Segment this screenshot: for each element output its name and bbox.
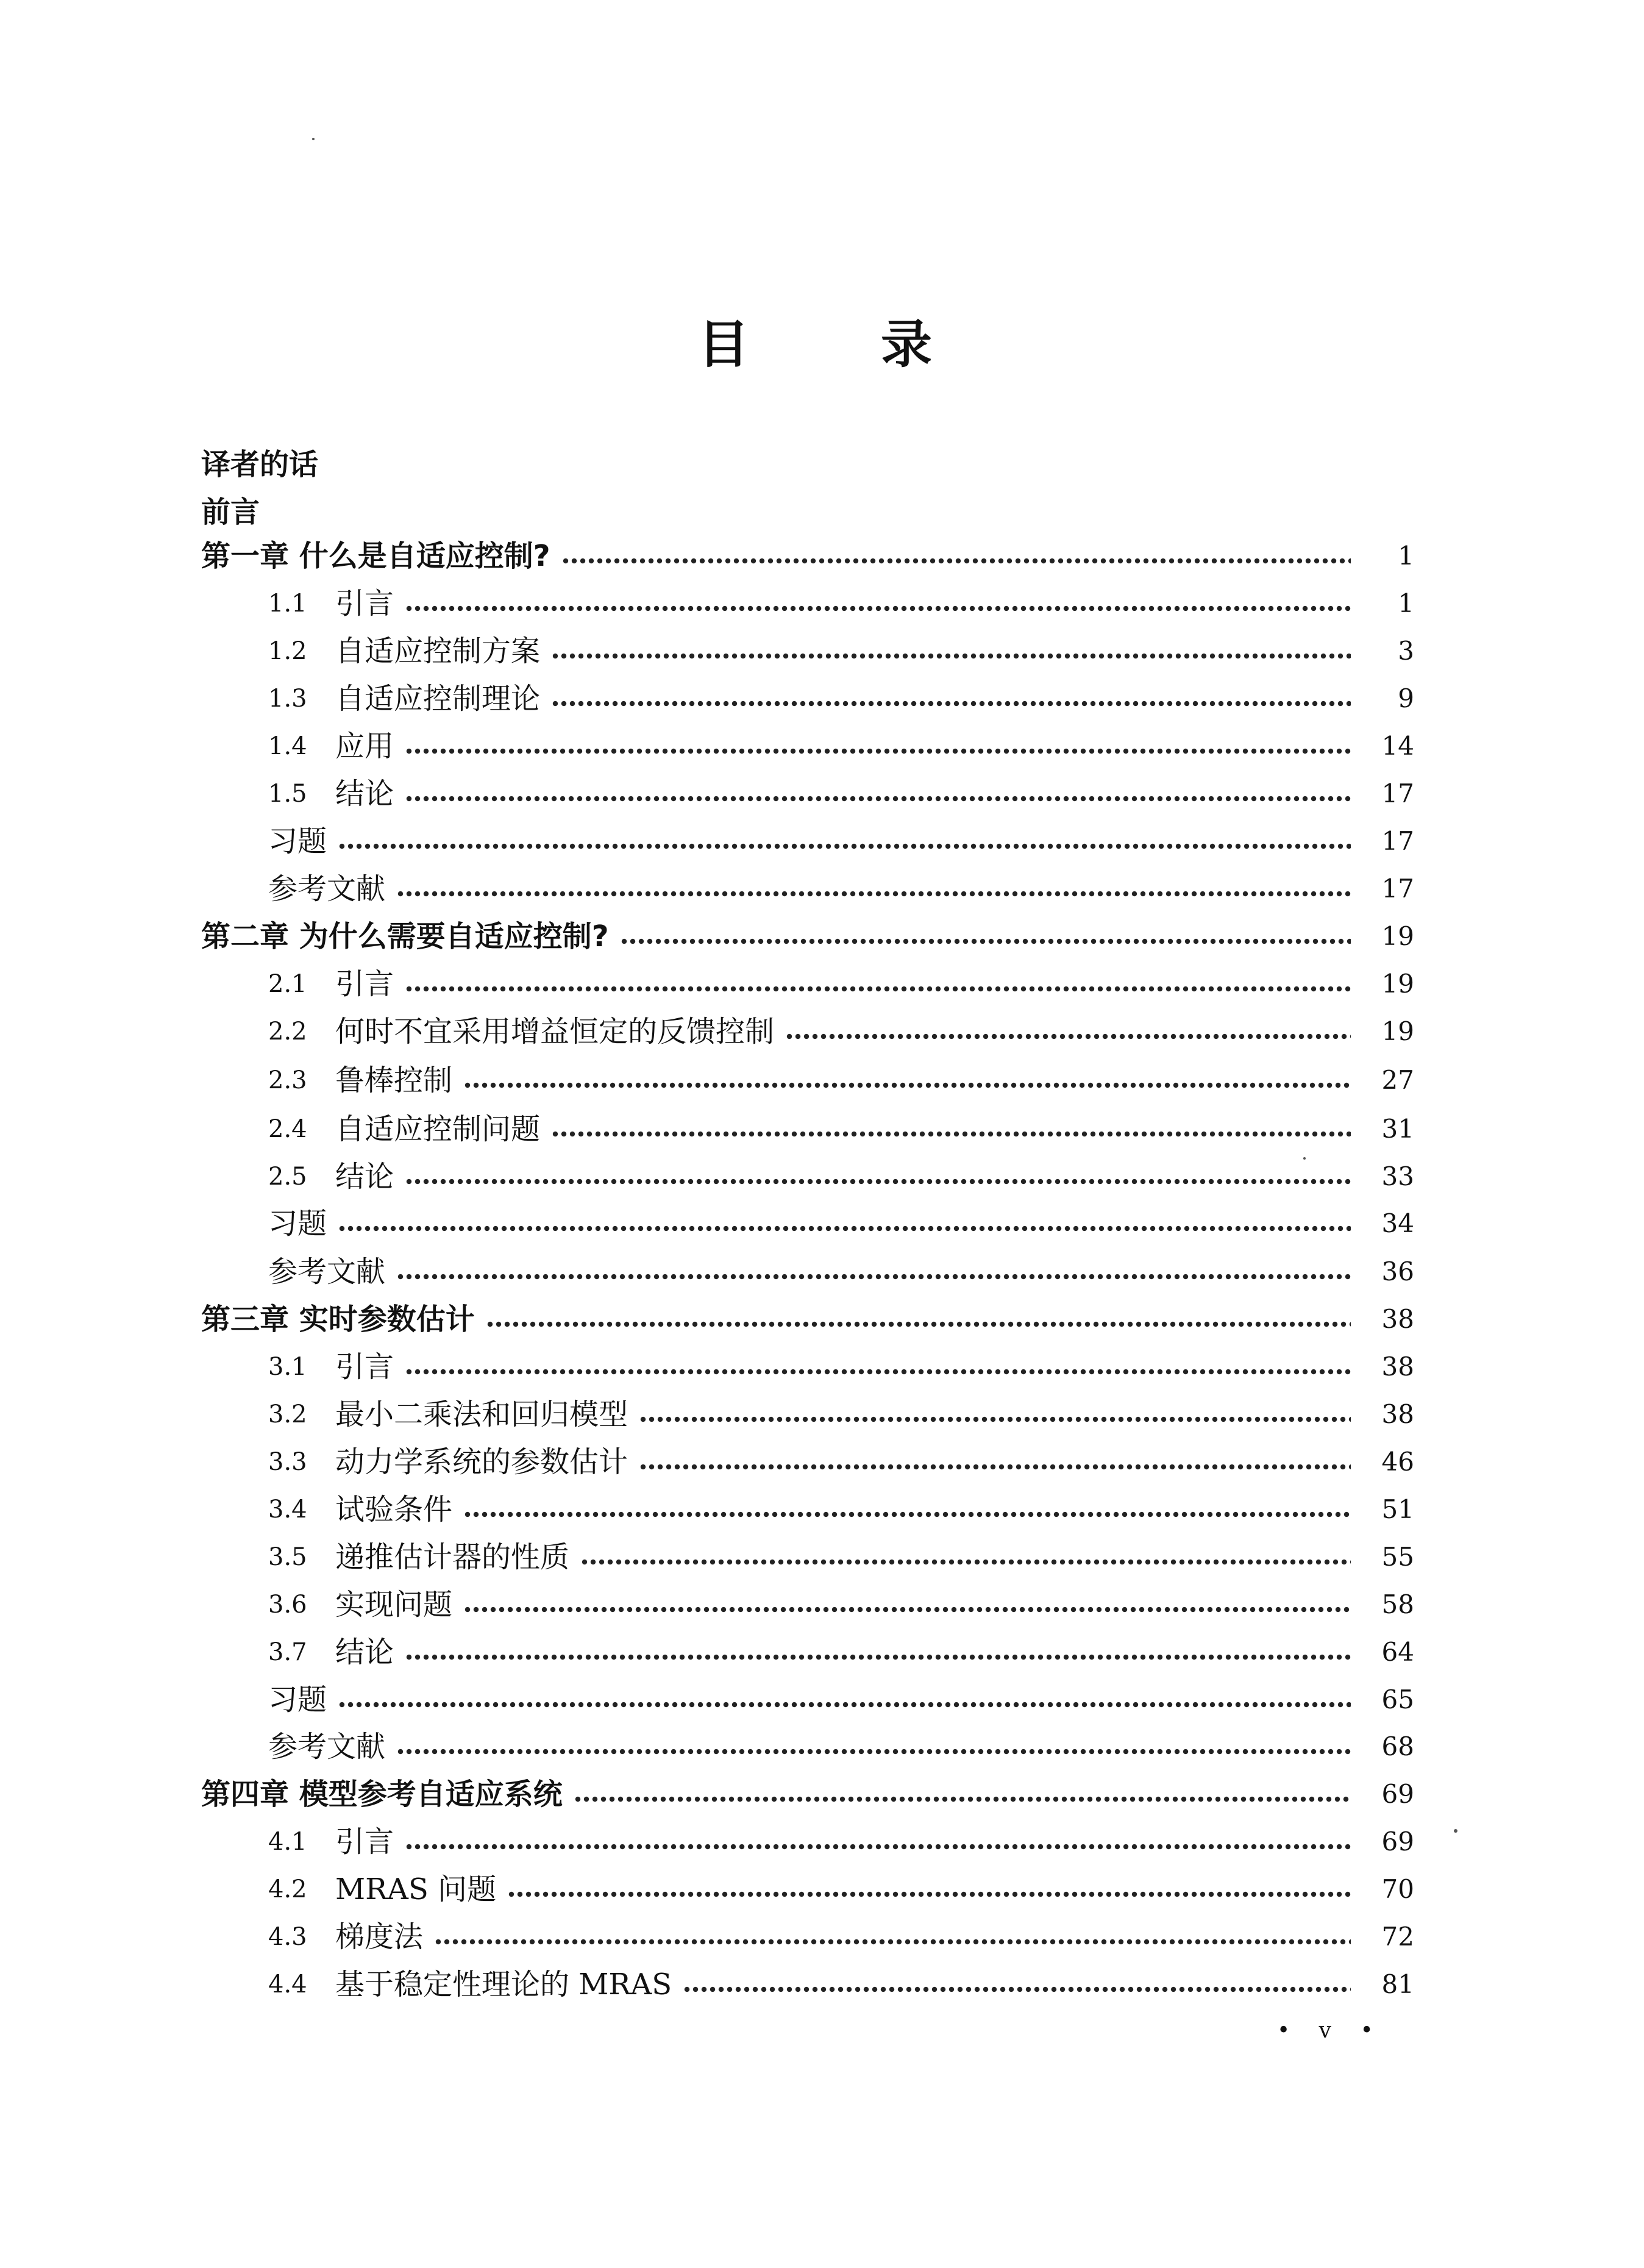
- toc-entry-title: 习题: [268, 1683, 327, 1717]
- toc-section-entry[interactable]: [268, 1822, 1414, 1861]
- toc-entry-title: 译者的话: [201, 448, 319, 482]
- toc-entry-title: 递推估计器的性质: [335, 1540, 570, 1574]
- dot-leader: [338, 1225, 1351, 1232]
- dot-leader: [463, 1511, 1351, 1518]
- toc-page-number: 1: [1398, 588, 1414, 618]
- toc-section-number: 1.5: [268, 780, 307, 808]
- toc-page-number: 33: [1381, 1161, 1414, 1191]
- toc-front-entry[interactable]: [201, 445, 1414, 484]
- dot-leader: [405, 1843, 1351, 1850]
- toc-section-number: 4.4: [268, 1970, 307, 1999]
- toc-section-entry[interactable]: [268, 1727, 1414, 1766]
- toc-section-entry[interactable]: [268, 869, 1414, 908]
- toc-page-number: 19: [1381, 1016, 1414, 1046]
- toc-entry-title: 习题: [268, 1207, 327, 1241]
- toc-page-number: 19: [1381, 969, 1414, 999]
- toc-section-number: 4.3: [268, 1923, 307, 1951]
- dot-leader: [561, 557, 1351, 565]
- toc-page-number: 65: [1381, 1685, 1414, 1714]
- toc-section-entry[interactable]: [268, 1157, 1414, 1196]
- title-char-1: 目: [698, 314, 750, 374]
- toc-section-entry[interactable]: [268, 632, 1414, 671]
- dot-leader: [405, 795, 1351, 802]
- toc-entry-title: 自适应控制理论: [335, 682, 541, 716]
- toc-entry-title: 参考文献: [268, 1730, 386, 1764]
- toc-entry-title: 引言: [335, 1825, 394, 1859]
- toc-section-entry[interactable]: [268, 1538, 1414, 1577]
- toc-page-number: 17: [1381, 826, 1414, 856]
- toc-section-entry[interactable]: [268, 1347, 1414, 1386]
- toc-entry-title: 引言: [335, 967, 394, 1001]
- toc-entry-title: 第一章 什么是自适应控制?: [201, 539, 550, 573]
- dot-leader: [396, 890, 1351, 897]
- toc-section-entry[interactable]: [268, 1585, 1414, 1624]
- toc-chapter-entry[interactable]: [201, 537, 1414, 576]
- toc-section-number: 2.2: [268, 1018, 307, 1046]
- toc-page-number: 38: [1381, 1352, 1414, 1382]
- toc-page-number: 1: [1398, 541, 1414, 571]
- dot-leader: [396, 1273, 1351, 1280]
- toc-section-entry[interactable]: [268, 1252, 1414, 1291]
- toc-section-number: 4.1: [268, 1828, 307, 1856]
- toc-section-entry[interactable]: [268, 1965, 1414, 2004]
- page-number-footer: • v •: [1277, 2018, 1384, 2043]
- toc-entry-title: 基于稳定性理论的 MRAS: [335, 1967, 672, 2002]
- toc-section-number: 2.5: [268, 1163, 307, 1191]
- toc-section-number: 1.4: [268, 732, 307, 760]
- toc-section-entry[interactable]: [268, 679, 1414, 718]
- dot-leader: [405, 747, 1351, 755]
- dot-leader: [551, 700, 1351, 707]
- toc-entry-title: 第三章 实时参数估计: [201, 1302, 475, 1336]
- dot-leader: [405, 1653, 1351, 1661]
- toc-page-number: 38: [1381, 1399, 1414, 1429]
- toc-section-entry[interactable]: [268, 1395, 1414, 1434]
- toc-section-number: 2.4: [268, 1115, 307, 1143]
- toc-entry-title: 试验条件: [335, 1492, 453, 1527]
- toc-page-number: 70: [1381, 1874, 1414, 1904]
- toc-page-number: 14: [1381, 731, 1414, 761]
- toc-section-entry[interactable]: [268, 1917, 1414, 1956]
- toc-section-number: 3.6: [268, 1591, 307, 1619]
- toc-section-number: 1.3: [268, 685, 307, 713]
- dot-leader: [551, 652, 1351, 660]
- toc-entry-title: 结论: [335, 1160, 394, 1194]
- toc-entry-title: MRAS 问题: [335, 1872, 497, 1906]
- toc-section-entry[interactable]: [268, 1110, 1414, 1149]
- toc-entry-title: 最小二乘法和回归模型: [335, 1397, 628, 1432]
- toc-section-number: 3.3: [268, 1448, 307, 1476]
- toc-section-number: 4.2: [268, 1875, 307, 1903]
- dot-leader: [551, 1130, 1351, 1138]
- toc-page-number: 64: [1381, 1637, 1414, 1667]
- toc-page-number: 9: [1398, 683, 1414, 713]
- dot-leader: [405, 1368, 1351, 1375]
- toc-section-number: 3.5: [268, 1543, 307, 1571]
- dot-leader: [486, 1321, 1351, 1328]
- toc-section-entry[interactable]: [268, 1870, 1414, 1909]
- toc-entry-title: 参考文献: [268, 1255, 386, 1289]
- toc-section-number: 3.7: [268, 1638, 307, 1666]
- title-char-2: 录: [881, 314, 933, 374]
- dot-leader: [405, 1178, 1351, 1185]
- toc-section-entry[interactable]: [268, 1680, 1414, 1719]
- toc-page-number: 36: [1381, 1257, 1414, 1286]
- dot-leader: [580, 1558, 1351, 1566]
- toc-page-number: 55: [1381, 1542, 1414, 1572]
- toc-page-number: 69: [1381, 1779, 1414, 1809]
- toc-section-number: 1.1: [268, 590, 307, 618]
- dot-leader: [338, 843, 1351, 850]
- dot-leader: [785, 1033, 1351, 1040]
- dot-leader: [463, 1082, 1351, 1089]
- toc-page-number: 19: [1381, 921, 1414, 951]
- toc-entry-title: 引言: [335, 1350, 394, 1384]
- toc-front-entry[interactable]: [201, 493, 1414, 532]
- dot-leader: [639, 1463, 1351, 1471]
- dot-leader: [405, 985, 1351, 993]
- toc-entry-title: 前言: [201, 495, 260, 529]
- toc-entry-title: 结论: [335, 1635, 394, 1669]
- dot-leader: [574, 1795, 1351, 1803]
- toc-entry-title: 引言: [335, 587, 394, 621]
- toc-entry-title: 何时不宜采用增益恒定的反馈控制: [335, 1015, 775, 1049]
- toc-page-number: 17: [1381, 874, 1414, 904]
- scan-speck: [1454, 1829, 1457, 1833]
- toc-entry-title: 应用: [335, 729, 394, 763]
- toc-section-entry[interactable]: [268, 1061, 1414, 1100]
- toc-section-number: 2.3: [268, 1066, 307, 1094]
- dot-leader: [620, 938, 1351, 945]
- dot-leader: [338, 1701, 1351, 1708]
- toc-section-number: 3.4: [268, 1496, 307, 1524]
- toc-entry-title: 参考文献: [268, 872, 386, 906]
- toc-entry-title: 自适应控制方案: [335, 634, 541, 668]
- toc-entry-title: 实现问题: [335, 1588, 453, 1622]
- dot-leader: [639, 1416, 1351, 1423]
- toc-section-entry[interactable]: [268, 1442, 1414, 1482]
- dot-leader: [507, 1891, 1351, 1898]
- toc-section-entry[interactable]: [268, 774, 1414, 813]
- toc-section-entry[interactable]: [268, 584, 1414, 623]
- toc-entry-title: 自适应控制问题: [335, 1112, 541, 1146]
- toc-chapter-entry[interactable]: [201, 1775, 1414, 1814]
- dot-leader: [405, 605, 1351, 612]
- toc-page-number: 51: [1381, 1494, 1414, 1524]
- scan-speck: [312, 138, 315, 140]
- toc-entry-title: 梯度法: [335, 1920, 424, 1954]
- toc-entry-title: 动力学系统的参数估计: [335, 1445, 628, 1479]
- toc-chapter-entry[interactable]: [201, 917, 1414, 956]
- toc-section-number: 3.2: [268, 1400, 307, 1428]
- toc-page-number: 81: [1381, 1969, 1414, 1999]
- dot-leader: [396, 1748, 1351, 1755]
- toc-section-number: 2.1: [268, 970, 307, 998]
- toc-section-entry[interactable]: [268, 727, 1414, 766]
- toc-entry-title: 结论: [335, 777, 394, 811]
- toc-page-number: 68: [1381, 1731, 1414, 1761]
- toc-section-entry[interactable]: [268, 1012, 1414, 1051]
- dot-leader: [434, 1938, 1351, 1945]
- toc-section-entry[interactable]: [268, 965, 1414, 1004]
- dot-leader: [463, 1606, 1351, 1613]
- toc-page-number: 27: [1381, 1065, 1414, 1095]
- toc-page-number: 3: [1398, 636, 1414, 666]
- toc-section-entry[interactable]: [268, 822, 1414, 861]
- toc-section-entry[interactable]: [268, 1204, 1414, 1243]
- toc-section-entry[interactable]: [268, 1490, 1414, 1529]
- toc-entry-title: 习题: [268, 824, 327, 858]
- toc-section-entry[interactable]: [268, 1633, 1414, 1672]
- toc-page-number: 38: [1381, 1304, 1414, 1334]
- toc-section-number: 3.1: [268, 1353, 307, 1381]
- toc-chapter-entry[interactable]: [201, 1300, 1414, 1339]
- scan-speck: [1303, 1157, 1306, 1160]
- dot-leader: [683, 1986, 1351, 1993]
- toc-entry-title: 第二章 为什么需要自适应控制?: [201, 919, 609, 954]
- toc-section-number: 1.2: [268, 637, 307, 665]
- toc-page-number: 72: [1381, 1922, 1414, 1952]
- toc-page-number: 46: [1381, 1447, 1414, 1477]
- toc-page-number: 58: [1381, 1589, 1414, 1619]
- toc-page-number: 34: [1381, 1208, 1414, 1238]
- toc-page-number: 69: [1381, 1827, 1414, 1856]
- toc-entry-title: 第四章 模型参考自适应系统: [201, 1777, 563, 1811]
- toc-page-number: 31: [1381, 1114, 1414, 1144]
- toc-page-number: 17: [1381, 779, 1414, 808]
- toc-entry-title: 鲁棒控制: [335, 1063, 453, 1097]
